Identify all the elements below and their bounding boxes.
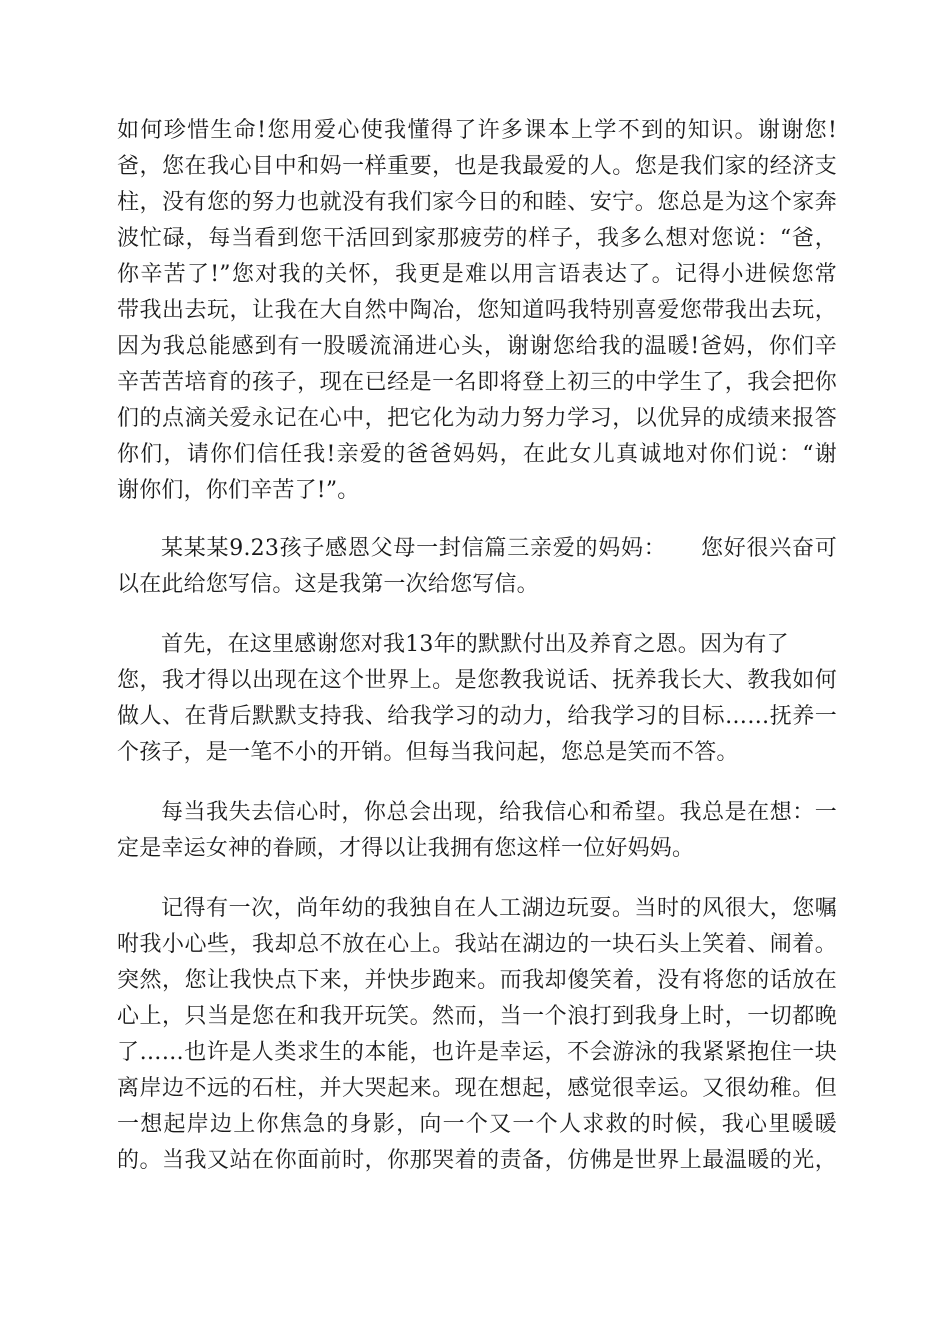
text-line: 个孩子，是一笔不小的开销。但每当我问起，您总是笑而不答。: [117, 740, 739, 765]
paragraph-first-line: 某某某9.23孩子感恩父母一封信篇三亲爱的妈妈： 您好很兴奋可: [161, 536, 837, 561]
text-line: 带我出去玩，让我在大自然中陶冶，您知道吗我特别喜爱您带我出去玩，: [117, 298, 837, 323]
paragraph-first-line: 每当我失去信心时，你总会出现，给我信心和希望。我总是在想：一: [161, 800, 837, 825]
paragraph-first-line: 记得有一次，尚年幼的我独自在人工湖边玩耍。当时的风很大，您嘱: [161, 896, 837, 921]
paragraph-first-line: 首先，在这里感谢您对我13年的默默付出及养育之恩。因为有了: [161, 632, 789, 657]
text-line: 你们，请你们信任我!亲爱的爸爸妈妈，在此女儿真诚地对你们说：“谢: [117, 442, 837, 467]
text-line: 您，我才得以出现在这个世界上。是您教我说话、抚养我长大、教我如何: [117, 668, 837, 693]
text-line: 的。当我又站在你面前时，你那哭着的责备，仿佛是世界上最温暖的光，: [117, 1148, 837, 1173]
text-line: 柱，没有您的努力也就没有我们家今日的和睦、安宁。您总是为这个家奔: [117, 190, 837, 215]
text-line: 离岸边不远的石柱，并大哭起来。现在想起，感觉很幸运。又很幼稚。但: [117, 1076, 837, 1101]
text-line: 突然，您让我快点下来，并快步跑来。而我却傻笑着，没有将您的话放在: [117, 968, 837, 993]
text-line: 辛苦苦培育的孩子，现在已经是一名即将登上初三的中学生了，我会把你: [117, 370, 837, 395]
text-line: 做人、在背后默默支持我、给我学习的动力，给我学习的目标……抚养一: [117, 704, 837, 729]
text-line: 们的点滴关爱永记在心中，把它化为动力努力学习，以优异的成绩来报答: [117, 406, 837, 431]
text-line: 爸，您在我心目中和妈一样重要，也是我最爱的人。您是我们家的经济支: [117, 154, 837, 179]
text-line: 以在此给您写信。这是我第一次给您写信。: [117, 572, 539, 597]
text-line: 心上，只当是您在和我开玩笑。然而，当一个浪打到我身上时，一切都晚: [117, 1004, 837, 1029]
text-line: 波忙碌，每当看到您干活回到家那疲劳的样子，我多么想对您说：“爸，: [117, 226, 837, 251]
text-line: 咐我小心些，我却总不放在心上。我站在湖边的一块石头上笑着、闹着。: [117, 932, 837, 957]
text-line: 了……也许是人类求生的本能，也许是幸运，不会游泳的我紧紧抱住一块: [117, 1040, 837, 1065]
text-line: 你辛苦了!”您对我的关怀，我更是难以用言语表达了。记得小进候您常: [117, 262, 837, 287]
text-line: 定是幸运女神的眷顾，才得以让我拥有您这样一位好妈妈。: [117, 836, 695, 861]
text-line: 如何珍惜生命!您用爱心使我懂得了许多课本上学不到的知识。谢谢您!: [117, 118, 837, 143]
text-line: 一想起岸边上你焦急的身影，向一个又一个人求救的时候，我心里暖暖: [117, 1112, 837, 1137]
text-line: 谢你们，你们辛苦了!”。: [117, 478, 360, 503]
text-line: 因为我总能感到有一股暖流涌进心头，谢谢您给我的温暖!爸妈，你们辛: [117, 334, 837, 359]
